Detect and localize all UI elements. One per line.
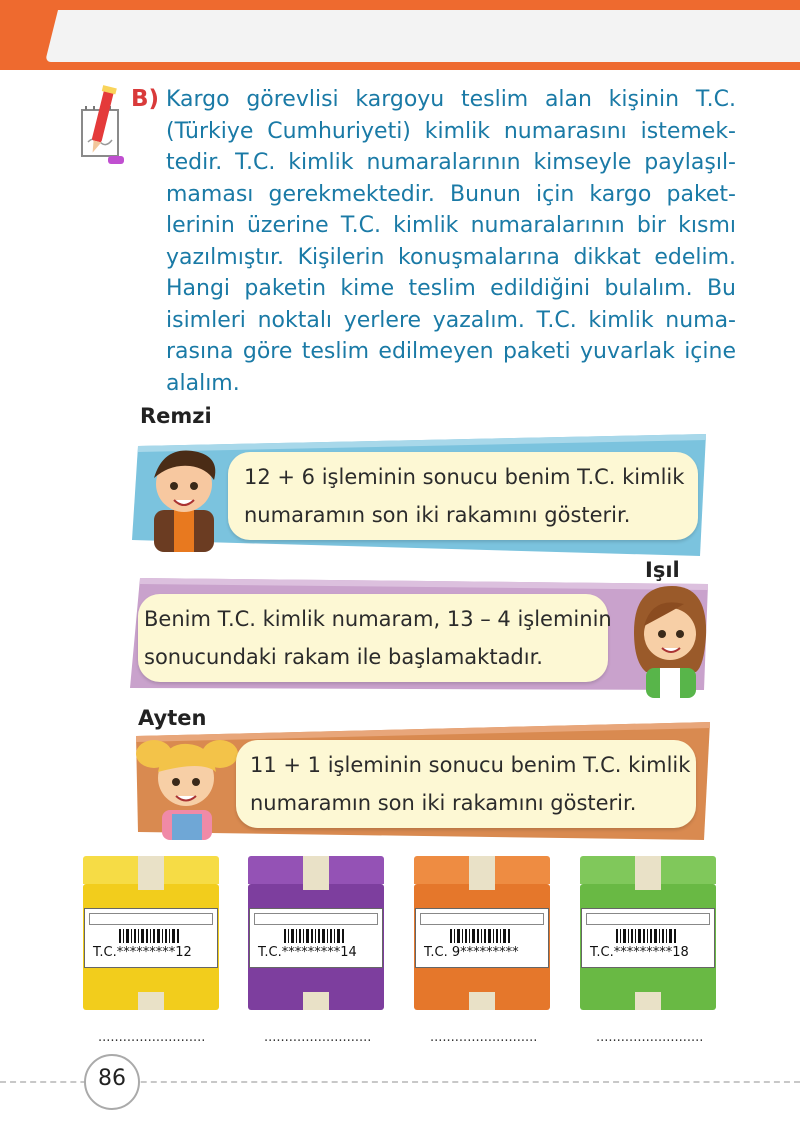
intro-line: isimleri noktalı yerlere yazalım. T.C. kimlik numa- bbox=[166, 307, 736, 333]
speech-bubble-ayten bbox=[236, 740, 696, 828]
package-box[interactable] bbox=[83, 856, 219, 960]
tc-number: T.C. 9********* bbox=[424, 945, 519, 960]
speech-bubble-remzi bbox=[228, 452, 698, 540]
bubble-line: 11 + 1 işleminin sonucu benim T.C. kimlik bbox=[250, 753, 691, 777]
answer-blank[interactable]: .......................... bbox=[98, 1030, 206, 1045]
tc-number: T.C.*********18 bbox=[590, 945, 689, 960]
tc-number: T.C.*********14 bbox=[258, 945, 357, 960]
answer-blank[interactable]: .......................... bbox=[596, 1030, 704, 1045]
package-label bbox=[249, 908, 383, 968]
intro-line: (Türkiye Cumhuriyeti) kimlik numarasını istemek- bbox=[166, 118, 736, 144]
package-label bbox=[415, 908, 549, 968]
intro-line: lerinin üzerine T.C. kimlik numaralarının bir kısmı bbox=[166, 213, 736, 238]
bubble-line: sonucundaki rakam ile başlamaktadır. bbox=[144, 645, 543, 669]
answer-blank[interactable]: .......................... bbox=[430, 1030, 538, 1045]
intro-line: tedir. T.C. kimlik numaralarının kimseyle paylaşıl- bbox=[166, 150, 736, 175]
intro-line: Hangi paketin kime teslim edildiğini bulalım. Bu bbox=[166, 276, 736, 301]
bubble-line: Benim T.C. kimlik numaram, 13 – 4 işleminin bbox=[144, 607, 612, 631]
package-box[interactable] bbox=[248, 856, 384, 960]
barcode-icon bbox=[450, 929, 510, 943]
answer-blank[interactable]: .......................... bbox=[264, 1030, 372, 1045]
bubble-line: numaramın son iki rakamını gösterir. bbox=[250, 791, 637, 815]
package-box[interactable] bbox=[580, 856, 716, 960]
barcode-icon bbox=[119, 929, 179, 943]
intro-paragraph bbox=[166, 84, 736, 399]
package-box[interactable] bbox=[414, 856, 550, 960]
barcode-icon bbox=[284, 929, 344, 943]
section-label: B) bbox=[131, 86, 160, 112]
header-title-bar bbox=[45, 10, 800, 62]
bubble-line: numaramın son iki rakamını gösterir. bbox=[244, 503, 631, 527]
bubble-line: 12 + 6 işleminin sonucu benim T.C. kimlik bbox=[244, 465, 685, 489]
tc-number: T.C.*********12 bbox=[93, 945, 192, 960]
intro-line: yazılmıştır. Kişilerin konuşmalarına dikkat edelim. bbox=[166, 244, 736, 270]
intro-line: rasına göre teslim edilmeyen paketi yuvarlak içine bbox=[166, 339, 736, 364]
intro-line: alalım. bbox=[166, 370, 240, 396]
girl-avatar-ayten bbox=[132, 728, 244, 840]
package-label bbox=[581, 908, 715, 968]
intro-line: maması gerekmektedir. Bunun için kargo paket- bbox=[166, 181, 736, 207]
page-number: 86 bbox=[98, 1066, 126, 1091]
notepad-pencil-icon bbox=[78, 80, 130, 172]
speech-bubble-isil bbox=[138, 594, 612, 682]
speaker-name-ayten: Ayten bbox=[138, 706, 207, 730]
barcode-icon bbox=[616, 929, 676, 943]
girl-avatar-isil bbox=[620, 582, 710, 698]
speaker-name-isil: Işıl bbox=[645, 558, 680, 582]
package-label bbox=[84, 908, 218, 968]
intro-line: Kargo görevlisi kargoyu teslim alan kişinin T.C. bbox=[166, 87, 736, 112]
speaker-name-remzi: Remzi bbox=[140, 404, 212, 428]
